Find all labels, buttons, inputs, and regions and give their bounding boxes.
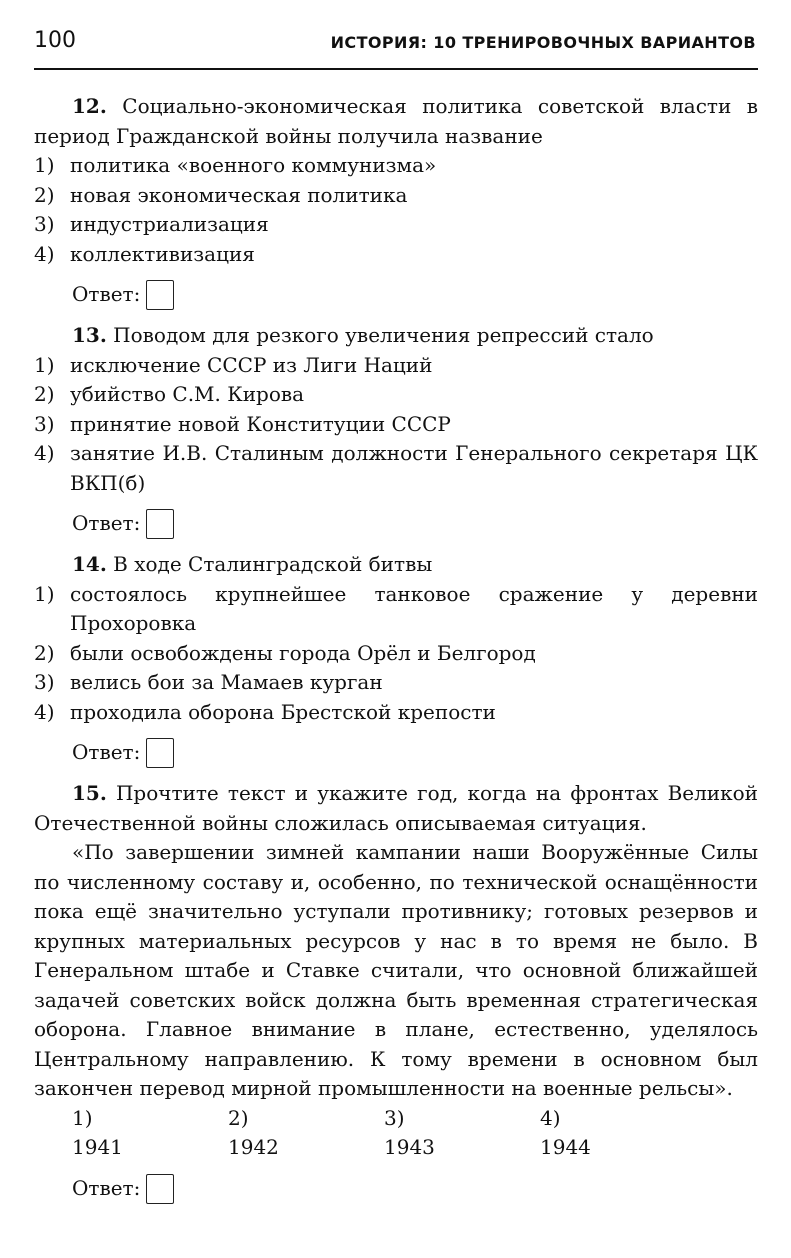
answer-option: 1) 1941 xyxy=(72,1105,123,1159)
question-text: 12. Социально-экономическая политика советской власти в период Гражданской войны получила название xyxy=(34,94,759,148)
answer-label: Ответ: xyxy=(72,1175,141,1200)
answer-option: 4) проходила оборона Брестской крепости xyxy=(34,699,496,724)
answer-option: 3) велись бои за Мамаев курган xyxy=(34,670,383,694)
answer-label: Ответ: xyxy=(72,740,141,765)
question-number: 12. xyxy=(72,94,107,118)
answer-option: 3) 1943 xyxy=(384,1105,435,1159)
answer-label: Ответ: xyxy=(72,511,141,536)
answer-box[interactable] xyxy=(146,738,174,768)
answer-option: 4) занятие И.В. Сталиным должности Генерального секретаря ЦК ВКП(б) xyxy=(34,441,758,495)
question-15 xyxy=(34,779,758,1205)
question-number: 14. xyxy=(72,552,107,576)
answer-row xyxy=(72,279,758,311)
answer-option: 1) состоялось крупнейшее танковое сражение у деревни Прохоровка xyxy=(34,581,758,635)
answer-option: 2) 1942 xyxy=(228,1105,279,1159)
question-number: 15. xyxy=(72,781,107,805)
question-text: 15. Прочтите текст и укажите год, когда на фронтах Великой Отечественной войны сложилась описываемая ситуация. xyxy=(34,781,759,835)
answer-option: 2) были освобождены города Орёл и Белгород xyxy=(34,640,536,665)
answer-option: 2) убийство С.М. Кирова xyxy=(34,382,305,406)
answer-option: 3) индустриализация xyxy=(34,212,269,236)
year-options xyxy=(72,1104,758,1163)
answer-option: 3) принятие новой Конституции СССР xyxy=(34,411,451,436)
question-12 xyxy=(34,92,758,311)
answer-option: 4) коллективизация xyxy=(34,241,255,266)
answer-box[interactable] xyxy=(146,509,174,539)
answer-label: Ответ: xyxy=(72,282,141,307)
running-title: ИСТОРИЯ: 10 ТРЕНИРОВОЧНЫХ ВАРИАНТОВ xyxy=(330,33,756,52)
question-number: 13. xyxy=(72,323,107,347)
answer-option: 2) новая экономическая политика xyxy=(34,182,408,207)
answer-option: 1) политика «военного коммунизма» xyxy=(34,153,437,177)
question-text: 14. В ходе Сталинградской битвы xyxy=(72,552,433,576)
question-13 xyxy=(34,321,758,540)
answer-row xyxy=(72,1173,758,1205)
answer-option: 1) исключение СССР из Лиги Наций xyxy=(34,352,433,377)
page-content xyxy=(34,92,758,1215)
answer-row xyxy=(72,737,758,769)
answer-row xyxy=(72,508,758,540)
answer-box[interactable] xyxy=(146,1174,174,1204)
answer-option: 4) 1944 xyxy=(540,1105,591,1159)
page-number: 100 xyxy=(34,28,76,53)
question-text: 13. Поводом для резкого увеличения репрессий стало xyxy=(72,323,654,347)
quoted-passage: «По завершении зимней кампании наши Вооружённые Силы по численному составу и, особенно, по технической оснащённости пока ещё значительно уступали противнику; готовых резервов и крупных материальных ресурсов у нас в то время не было. В Генеральном штабе и Ставке считали, что основной ближайшей задачей советских войск должна быть временная стратегическая оборона. Главное внимание в плане, естественно, уделялось Центральному направлению. К тому времени в основном был закончен перевод мирной промышленности на военные рельсы». xyxy=(34,840,758,1100)
answer-box[interactable] xyxy=(146,280,174,310)
page-header xyxy=(34,28,758,70)
question-14 xyxy=(34,550,758,769)
